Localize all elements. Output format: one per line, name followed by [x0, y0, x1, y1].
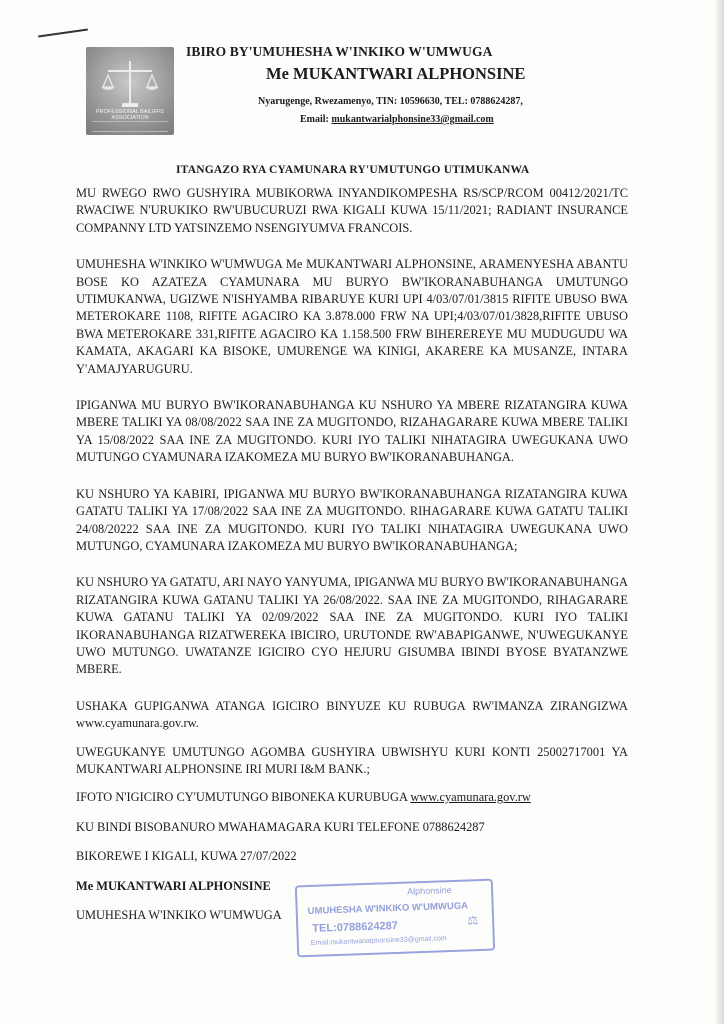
paragraph-second-auction: KU NSHURO YA KABIRI, IPIGANWA MU BURYO BW'IKORANABUHANGA RIZATANGIRA KUWA GATATU TALIKI YA 17/08/2022 SAA INE ZA MUGITONDO. RIHAGARARE KUWA GATATU TALIKI 24/08/20222 SAA INE ZA MUGITONDO. KURI IYO TALIKI NIHATAGIRA UWEGUKANA UWO MUTUNGO, CYAMUNARA IZAKOMEZA MU BURYO BW'IKORANABUHANGA;: [76, 486, 628, 553]
paragraph-bidding: USHAKA GUPIGANWA ATANGA IGICIRO BINYUZE KU RUBUGA RW'IMANZA ZIRANGIZWA www.cyamunara.gov.rw.: [76, 698, 628, 731]
stamp-line-1: Alphonsine: [406, 885, 452, 897]
photo-line: [76, 789, 628, 806]
signature-name: Me MUKANTWARI ALPHONSINE: [76, 878, 271, 893]
email-line: [300, 114, 600, 125]
logo-caption: PROFESSIONAL BAILIFFS ASSOCIATION: [96, 109, 164, 121]
scan-edge-shadow: [714, 0, 724, 1024]
photo-line-text: IFOTO N'IGICIRO CY'UMUTUNGO BIBONEKA KURUBUGA: [76, 790, 408, 805]
scales-icon: ⚖: [467, 913, 479, 928]
email-label: Email:: [300, 114, 329, 125]
paragraph-first-auction: IPIGANWA MU BURYO BW'IKORANABUHANGA KU NSHURO YA MBERE RIZATANGIRA KUWA MBERE TALIKI YA 08/08/2022 SAA INE ZA MUGITONDO, RIZAHAGARARE KUWA MBERE TALIKI YA 15/08/2022 SAA INE ZA MUGITONDO. KURI IYO TALIKI NIHATAGIRA UWEGUKANA UWO MUTUNGO CYAMUNARA IZAKOMEZA MU BURYO BW'IKORANABUHANGA.: [76, 398, 628, 465]
stamp-line-2: UMUHESHA W'INKIKO W'UMWUGA: [307, 900, 469, 918]
office-heading: IBIRO BY'UMUHESHA W'INKIKO W'UMWUGA: [186, 44, 493, 59]
association-logo: [86, 47, 174, 135]
stamp-line-4: Email:mukantwarialphonsine33@gmail.com: [310, 935, 447, 947]
pen-mark: [38, 29, 88, 38]
website-link[interactable]: www.cyamunara.gov.rw: [410, 790, 531, 805]
date-line: BIKOREWE I KIGALI, KUWA 27/07/2022: [76, 849, 297, 864]
paragraph-property: UMUHESHA W'INKIKO W'UMWUGA Me MUKANTWARI ALPHONSINE, ARAMENYESHA ABANTU BOSE KO AZATEZA CYAMUNARA MU BURYO BW'IKORANABUHANGA UMUTUNGO UTIMUKANWA, UGIZWE N'ISHYAMBA RIBARUYE KURI UPI 4/03/07/01/3815 RIFITE UBUSO BWA METEROKARE 1108, RIFITE AGACIRO KA 3.878.000 FRW NA UPI;4/03/07/01/3828,RIFITE UBUSO BWA METEROKARE 331,RIFITE AGACIRO KA 1.158.500 FRW BIHEREREYE MU MUDUGUDU WA KAMATA, AKAGARI KA BISOKE, UMURENGE WA KINIGI, AKARERE KA MUSANZE, INTARA Y'AMAJYARUGURU.: [76, 257, 628, 376]
logo-decoration: [92, 121, 168, 132]
address-line: Nyarugenge, Rwezamenyo, TIN: 10596630, TEL: 0788624287,: [258, 96, 523, 107]
contact-line: KU BINDI BISOBANURO MWAHAMAGARA KURI TELEFONE 0788624287: [76, 819, 485, 834]
paragraph-third-auction: KU NSHURO YA GATATU, ARI NAYO YANYUMA, IPIGANWA MU BURYO BW'IKORANABUHANGA RIZATANGIRA KUWA GATANU TALIKI YA 26/08/2022. SAA INE ZA MUGITONDO, RIHAGARARE KUWA GATANU TALIKI YA 02/09/2022 SAA INE ZA MUGITONDO. KURI IYO TALIKI IKORANABUHANGA RIZATWEREKA IBICIRO, URUTONDE RW'ABAPIGANWE, N'UWEGUKANYE UWO MUTUNGO. UWATANZE IGICIRO CYO HEJURU GISUMBA IBINDI BYOSE BYATANZWE MBERE.: [76, 575, 628, 677]
notice-title: ITANGAZO RYA CYAMUNARA RY'UMUTUNGO UTIMUKANWA: [176, 164, 530, 176]
stamp-line-3: TEL:0788624287: [312, 919, 399, 935]
paragraph-judgment: MU RWEGO RWO GUSHYIRA MUBIKORWA INYANDIKOMPESHA RS/SCP/RCOM 00412/2021/TC RWACIWE N'URUKIKO RW'UBUCURUZI RWA KIGALI KUWA 15/11/2021; RADIANT INSURANCE COMPANNY LTD YATSINZEMO NSENGIYUMVA FRANCOIS.: [76, 186, 628, 235]
bailiff-name-heading: Me MUKANTWARI ALPHONSINE: [266, 64, 526, 83]
paragraph-payment: UWEGUKANYE UMUTUNGO AGOMBA GUSHYIRA UBWISHYU KURI KONTI 25002717001 YA MUKANTWARI ALPHONSINE IRI MURI I&M BANK.;: [76, 744, 628, 776]
signature-role: UMUHESHA W'INKIKO W'UMWUGA: [76, 908, 282, 922]
email-link[interactable]: mukantwarialphonsine33@gmail.com: [331, 114, 494, 125]
official-stamp: [295, 879, 495, 958]
notice-body: [76, 185, 628, 936]
